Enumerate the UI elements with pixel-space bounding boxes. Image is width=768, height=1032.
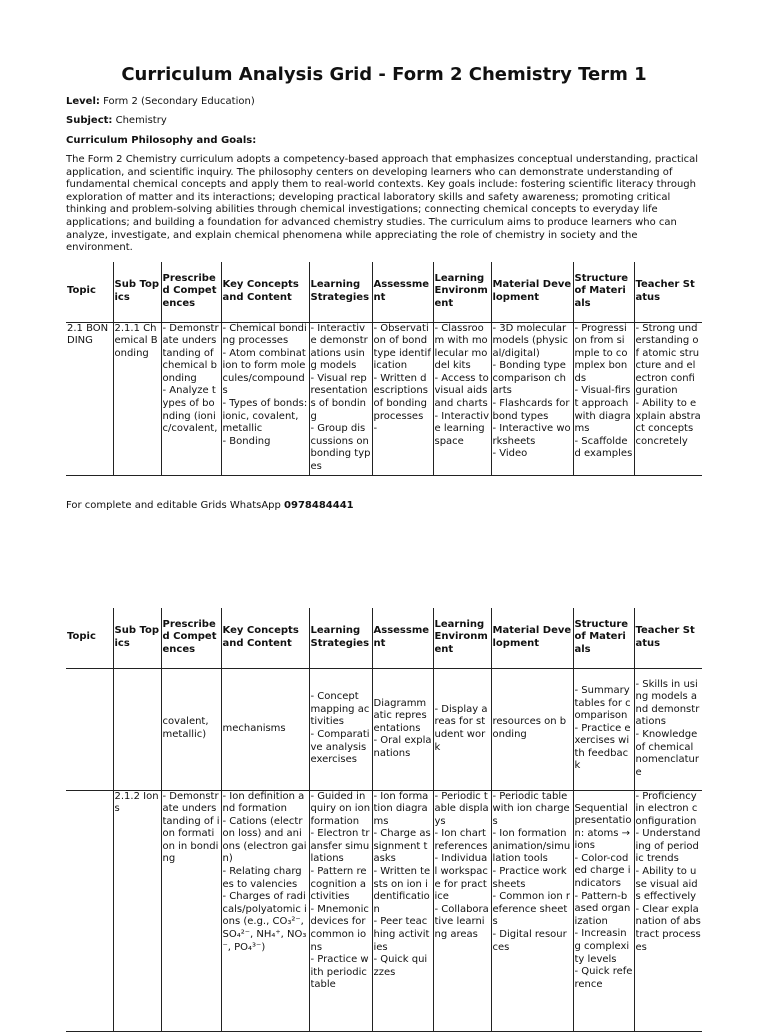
level-line (66, 96, 255, 107)
header-learning-environment: Learning Environment (433, 608, 491, 668)
philosophy-text: The Form 2 Chemistry curriculum adopts a competency-based approach that emphasizes conceptual understanding, practical application, and scientific inquiry. The philosophy centers on developing learners who can demonstrate understanding of fundamental chemical concepts and apply them to real-world contexts. Key goals include: fostering scientific literacy through exploration of matter and its interactions; developing practical laboratory skills and safety awareness; promoting critical thinking and problem-solving abilities through chemical investigations; connecting chemical concepts to everyday life applications; and building a foundation for advanced chemistry studies. The curriculum aims to produce learners who can analyze, investigate, and explain chemical phenomena while appreciating the role of chemistry in society and the environment. (66, 154, 699, 254)
cell-subtopic: 2.1.1 Chemical Bonding (114, 322, 158, 359)
cell-environment: - Classroom with molecular model kits - Access to visual aids and charts - Interactive learning space (434, 322, 490, 447)
cell-structure: - Progression from simple to complex bonds - Visual-first approach with diagrams - Scaffolded examples (574, 322, 633, 460)
cell-competences: covalent, metallic) (162, 716, 209, 740)
cell-structure: - Summary tables for comparison - Practice exercises with feedback (574, 684, 631, 772)
cell-strategies: - Interactive demonstrations using models - Visual representations of bonding - Group discussions on bonding types (310, 322, 371, 473)
header-assessment: Assessment (372, 262, 433, 322)
table-row (66, 322, 702, 475)
cell-assessment: - Ion formation diagrams - Charge assignment tasks - Written tests on ion identification - Peer teaching activities - Quick quizzes (373, 790, 431, 978)
header-teacher-status: Teacher Status (634, 262, 702, 322)
header-sub-topics: Sub Topics (113, 608, 161, 668)
subject-value: Chemistry (115, 115, 167, 126)
header-learning-strategies: Learning Strategies (309, 262, 372, 322)
header-structure-of-materials: Structure of Materials (573, 608, 634, 668)
cell-subtopic: 2.1.2 Ions (114, 790, 159, 815)
header-topic: Topic (66, 608, 113, 668)
header-teacher-status: Teacher Status (634, 608, 702, 668)
header-learning-strategies: Learning Strategies (309, 608, 372, 668)
whatsapp-number: 0978484441 (284, 500, 354, 511)
cell-strategies: - Guided inquiry on ion formation - Electron transfer simulations - Pattern recognition activities - Mnemonic devices for common ions - Practice with periodic table (310, 790, 371, 991)
curriculum-table-2 (66, 608, 702, 1032)
cell-strategies: - Concept mapping activities - Comparative analysis exercises (310, 691, 370, 766)
cell-assessment: - Observation of bond type identification - Written descriptions of bonding processes - (373, 322, 431, 435)
header-prescribed-competences: Prescribed Competences (161, 608, 221, 668)
cell-assessment: Diagrammatic representations - Oral explanations (373, 697, 432, 759)
cell-competences: - Demonstrate understanding of ion formation in bonding (162, 790, 220, 865)
cell-concepts: - Ion definition and formation - Cations (electron loss) and anions (electron gain) - Relating charges to valencies - Charges of radicals/polyatomic ions (e.g., CO₃²⁻, SO₄²⁻, NH₄⁺, NO₃⁻, PO₄³⁻) (222, 790, 307, 953)
header-sub-topics: Sub Topics (113, 262, 161, 322)
cell-competences: - Demonstrate understanding of chemical bonding - Analyze types of bonding (ionic/covalent, (162, 322, 219, 435)
cell-concepts: - Chemical bonding processes - Atom combination to form molecules/compounds - Types of bonds: ionic, covalent, metallic - Bonding (222, 322, 308, 447)
subject-line (66, 115, 167, 126)
header-material-development: Material Development (491, 262, 573, 322)
cell-materials: - Periodic table with ion charges - Ion formation animation/simulation tools - Practice worksheets - Common ion reference sheets - Digital resources (492, 790, 571, 953)
header-prescribed-competences: Prescribed Competences (161, 262, 221, 322)
whatsapp-note: For complete and editable Grids WhatsApp 0978484441 (66, 500, 354, 511)
header-learning-environment: Learning Environment (433, 262, 491, 322)
cell-structure: Sequential presentation: atoms → ions - Color-coded charge indicators - Pattern-based organization - Increasing complexity levels - Quick reference (574, 802, 633, 990)
header-structure-of-materials: Structure of Materials (573, 262, 634, 322)
curriculum-table-1 (66, 262, 702, 476)
cell-teacher: - Strong understanding of atomic structure and electron configuration - Ability to explain abstract concepts concretely (635, 322, 701, 447)
cell-concepts: mechanisms (222, 722, 286, 734)
cell-environment: - Periodic table displays - Ion chart references - Individual workspace for practice - Collaborative learning areas (434, 790, 489, 941)
table-header-row (66, 608, 702, 668)
document-title: Curriculum Analysis Grid - Form 2 Chemistry Term 1 (121, 64, 647, 85)
cell-topic: 2.1 BONDING (67, 322, 109, 347)
cell-teacher: - Skills in using models and demonstrations - Knowledge of chemical nomenclature (635, 678, 700, 778)
philosophy-heading: Curriculum Philosophy and Goals: (66, 135, 257, 146)
header-assessment: Assessment (372, 608, 433, 668)
table-row (66, 668, 702, 790)
level-label: Level: (66, 96, 100, 107)
cell-materials: - 3D molecular models (physical/digital) - Bonding type comparison charts - Flashcards for bond types - Interactive worksheets - Video (492, 322, 571, 460)
header-topic: Topic (66, 262, 113, 322)
cell-topic (67, 791, 112, 1019)
cell-materials: resources on bonding (492, 716, 567, 740)
subject-label: Subject: (66, 115, 113, 126)
header-material-development: Material Development (491, 608, 573, 668)
level-value: Form 2 (Secondary Education) (103, 96, 255, 107)
cell-environment: - Display areas for student work (434, 703, 488, 753)
table-header-row (66, 262, 702, 322)
table-row (66, 790, 702, 1031)
header-key-concepts: Key Concepts and Content (221, 608, 309, 668)
header-key-concepts: Key Concepts and Content (221, 262, 309, 322)
cell-teacher: - Proficiency in electron configuration - Understanding of periodic trends - Ability to use visual aids effectively - Clear explanation of abstract processes (635, 790, 701, 953)
